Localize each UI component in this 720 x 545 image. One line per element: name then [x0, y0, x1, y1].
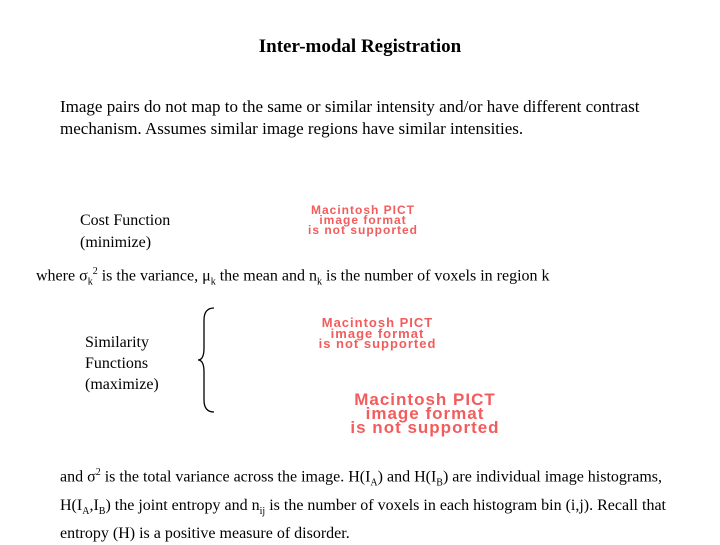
similarity-line2: Functions — [85, 355, 149, 372]
subscript-k: k — [317, 276, 322, 288]
sigma-symbol: σ — [79, 267, 88, 285]
similarity-line1: Similarity — [85, 334, 149, 351]
unsupported-pict-image-3 — [280, 390, 570, 437]
closing-text-2: is the total variance across the image. H(I — [100, 468, 371, 486]
pict-line1: Macintosh PICT — [354, 390, 496, 409]
closing-text-3: ) and H(I — [377, 468, 437, 486]
pict-line2: image format — [365, 403, 485, 423]
closing-text-7: is the number of voxels in each histogram bin (i,j). Recall that entropy (H) is a positive measure of disorder. — [60, 496, 666, 542]
pict-line1: Macintosh PICT — [321, 315, 434, 330]
variance-text-4: is the number of voxels in region k — [322, 267, 550, 285]
pict-line2: image format — [319, 212, 407, 227]
unsupported-pict-image-2 — [280, 315, 475, 352]
pict-line3: is not supported — [318, 336, 437, 352]
variance-text-1: where — [36, 267, 80, 285]
superscript-2: 2 — [95, 467, 101, 478]
closing-text-5: ,I — [89, 496, 99, 514]
variance-text-2: is the variance, — [97, 267, 203, 285]
left-brace-icon — [196, 306, 220, 414]
variance-description — [36, 266, 550, 288]
sigma-symbol: σ — [87, 468, 96, 486]
similarity-line3: (maximize) — [85, 376, 159, 393]
subscript-a: A — [82, 505, 90, 517]
page-title: Inter-modal Registration — [258, 36, 462, 57]
subscript-k: k — [210, 276, 216, 288]
subscript-b: B — [98, 505, 106, 517]
cost-function-label — [80, 210, 170, 254]
closing-text-6: ) the joint entropy and n — [105, 496, 260, 514]
subscript-a: A — [370, 477, 378, 489]
pict-line1: Macintosh PICT — [310, 203, 415, 217]
closing-paragraph — [60, 462, 700, 545]
cost-function-line2: (minimize) — [80, 234, 152, 251]
closing-text-4: ) are individual image histograms, H(I — [60, 468, 663, 514]
superscript-2: 2 — [92, 266, 98, 277]
pict-line3: is not supported — [308, 222, 418, 237]
closing-text-1: and — [60, 468, 88, 486]
subscript-k: k — [87, 276, 93, 288]
pict-line2: image format — [330, 325, 425, 341]
variance-text-3: the mean and n — [215, 267, 317, 285]
subscript-ij: ij — [259, 505, 266, 517]
intro-paragraph: Image pairs do not map to the same or similar intensity and/or have different contrast mechanism. Assumes similar image regions have similar intensities. — [60, 97, 640, 138]
cost-function-line1: Cost Function — [80, 212, 171, 229]
subscript-b: B — [436, 477, 443, 489]
similarity-functions-label — [85, 332, 159, 395]
unsupported-pict-image-1 — [278, 203, 448, 237]
mu-symbol: μ — [202, 267, 211, 285]
pict-line3: is not supported — [350, 417, 500, 437]
